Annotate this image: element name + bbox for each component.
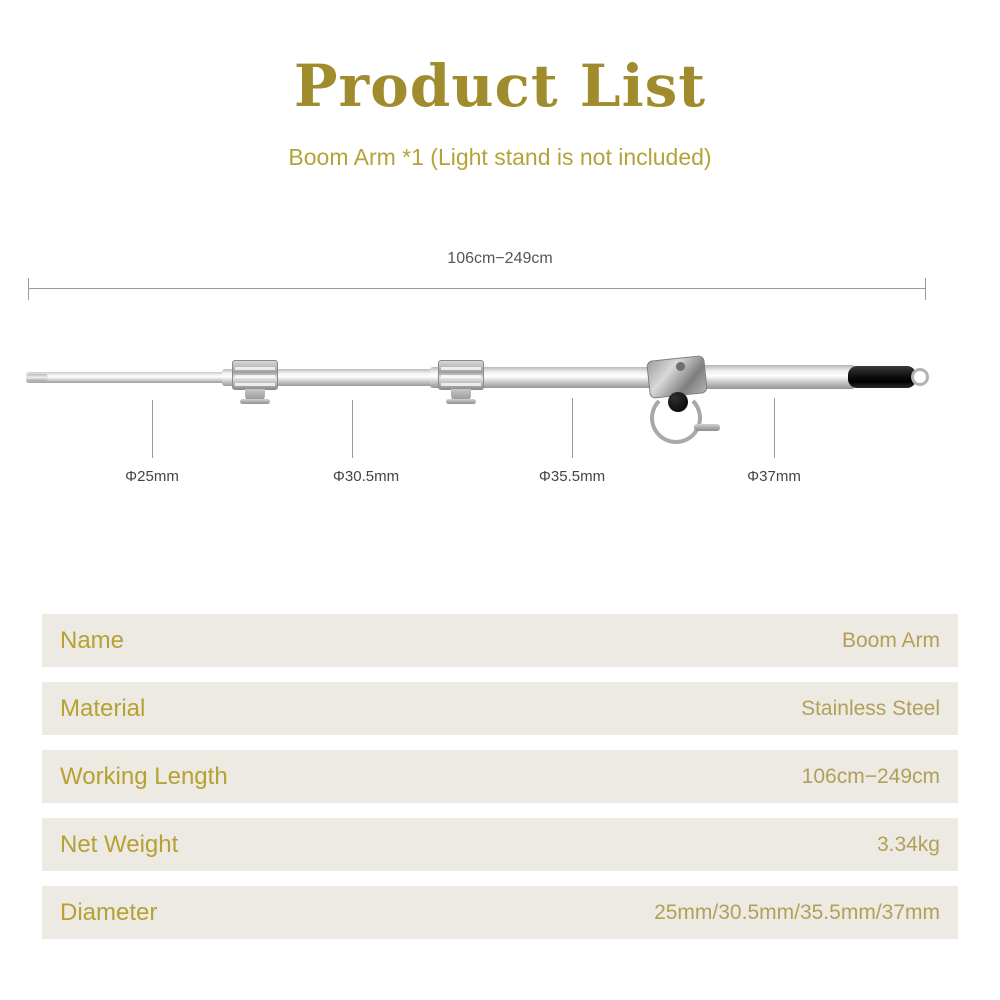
clamp-knob	[245, 389, 265, 403]
tube-end-tip	[26, 374, 48, 381]
table-row	[42, 750, 958, 803]
page-title: Product List	[293, 52, 707, 120]
callout-label-37mm: Φ37mm	[747, 468, 801, 485]
callout-label-30-5mm: Φ30.5mm	[332, 468, 400, 485]
bracket-tick-left	[28, 278, 29, 300]
callout-line-25mm	[152, 400, 153, 458]
clamp-knob	[451, 389, 471, 403]
clamp-collar-2	[438, 360, 484, 390]
spec-value: Stainless Steel	[801, 696, 940, 720]
clamp-bar	[235, 375, 275, 378]
overall-dimension-label: 106cm−249cm	[447, 250, 553, 267]
dimension-bracket	[28, 278, 926, 300]
pivot-mount-stem	[694, 424, 720, 431]
table-row	[42, 886, 958, 939]
clamp-bar	[441, 383, 481, 386]
callout-label-25mm: Φ25mm	[125, 468, 179, 485]
spec-key: Name	[60, 626, 125, 654]
tube-segment-25mm	[26, 372, 226, 383]
spec-value: 25mm/30.5mm/35.5mm/37mm	[654, 900, 940, 924]
pivot-lock-knob	[668, 392, 688, 412]
spec-key: Diameter	[60, 898, 158, 926]
bracket-tick-right	[925, 278, 926, 300]
rubber-grip	[848, 366, 916, 388]
callout-label-35-5mm: Φ35.5mm	[538, 468, 606, 485]
spec-value: Boom Arm	[841, 628, 940, 652]
clamp-bar	[235, 367, 275, 370]
clamp-bar	[235, 383, 275, 386]
bracket-line	[28, 288, 926, 289]
callout-line-30-5mm	[352, 400, 353, 458]
spec-key: Working Length	[60, 762, 228, 790]
table-row	[42, 682, 958, 735]
spec-key: Material	[60, 694, 146, 722]
clamp-bar	[441, 367, 481, 370]
callout-line-37mm	[774, 398, 775, 458]
spec-value: 3.34kg	[876, 832, 940, 856]
table-row	[42, 614, 958, 667]
table-row	[42, 818, 958, 871]
spec-value: 106cm−249cm	[801, 764, 940, 788]
end-hanging-ring	[911, 368, 929, 386]
specifications-table	[42, 614, 958, 954]
callout-line-35-5mm	[572, 398, 573, 458]
clamp-collar-1	[232, 360, 278, 390]
spec-key: Net Weight	[60, 830, 179, 858]
page-subtitle: Boom Arm *1 (Light stand is not included)	[288, 144, 712, 170]
clamp-bar	[441, 375, 481, 378]
pivot-bolt	[676, 362, 685, 371]
